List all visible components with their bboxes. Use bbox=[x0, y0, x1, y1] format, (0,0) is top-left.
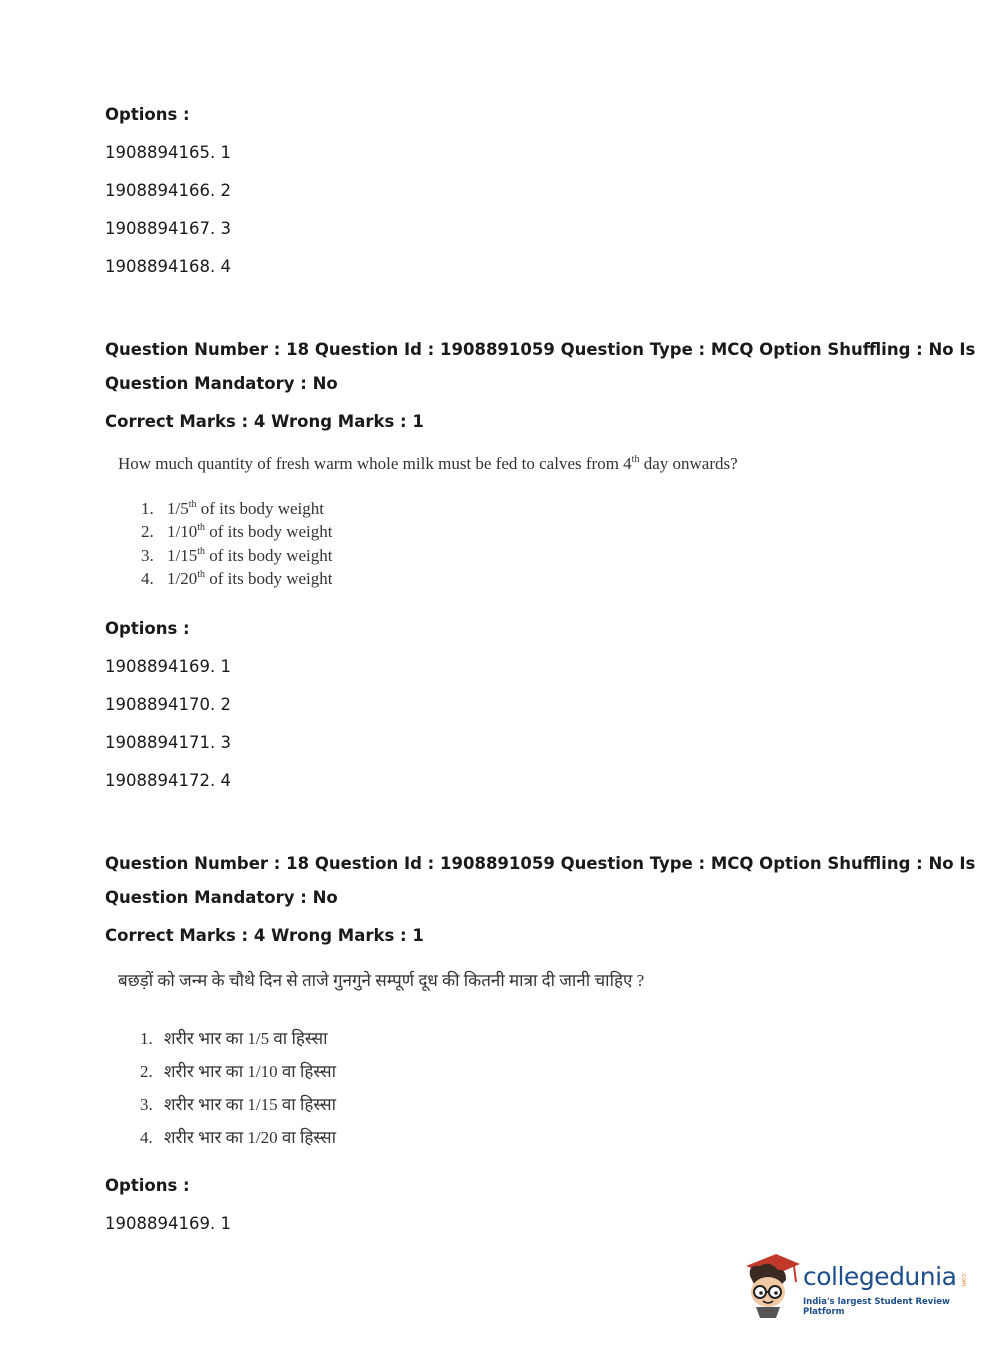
choice-item: 3. शरीर भार का 1/15 वा हिस्सा bbox=[140, 1095, 337, 1114]
option-item: 1908894167. 3 bbox=[105, 219, 231, 238]
logo-brand-text: collegedunia bbox=[803, 1262, 957, 1291]
choice-item: 2. शरीर भार का 1/10 वा हिस्सा bbox=[140, 1062, 337, 1081]
option-item: 1908894170. 2 bbox=[105, 695, 231, 714]
choice-item: 2. 1/10th of its body weight bbox=[141, 522, 333, 541]
question-marks: Correct Marks : 4 Wrong Marks : 1 bbox=[105, 412, 424, 431]
option-item: 1908894172. 4 bbox=[105, 771, 231, 790]
option-item: 1908894166. 2 bbox=[105, 181, 231, 200]
choice-item: 4. 1/20th of its body weight bbox=[141, 569, 333, 588]
question-mandatory: Question Mandatory : No bbox=[105, 888, 338, 907]
collegedunia-logo bbox=[742, 1250, 972, 1320]
question-mandatory: Question Mandatory : No bbox=[105, 374, 338, 393]
logo-com-text: .com bbox=[960, 1272, 967, 1287]
question-header: Question Number : 18 Question Id : 1908891059 Question Type : MCQ Option Shuffling : No Is bbox=[105, 854, 976, 873]
options-label: Options : bbox=[105, 619, 190, 638]
choice-item: 4. शरीर भार का 1/20 वा हिस्सा bbox=[140, 1128, 337, 1147]
question-marks: Correct Marks : 4 Wrong Marks : 1 bbox=[105, 926, 424, 945]
choice-item: 1. 1/5th of its body weight bbox=[141, 499, 325, 518]
question-header: Question Number : 18 Question Id : 1908891059 Question Type : MCQ Option Shuffling : No Is bbox=[105, 340, 976, 359]
option-item: 1908894171. 3 bbox=[105, 733, 231, 752]
question-text: How much quantity of fresh warm whole milk must be fed to calves from 4th day onwards? bbox=[118, 454, 738, 473]
option-item: 1908894165. 1 bbox=[105, 143, 231, 162]
logo-tagline: India's largest Student Review Platform bbox=[803, 1297, 950, 1317]
mascot-icon bbox=[742, 1250, 802, 1320]
options-label: Options : bbox=[105, 105, 190, 124]
option-item: 1908894169. 1 bbox=[105, 1214, 231, 1233]
option-item: 1908894169. 1 bbox=[105, 657, 231, 676]
option-item: 1908894168. 4 bbox=[105, 257, 231, 276]
question-text-hindi: बछड़ों को जन्म के चौथे दिन से ताजे गुनगुने सम्पूर्ण दूध की कितनी मात्रा दी जानी चाहिए ? bbox=[118, 971, 645, 990]
choice-item: 3. 1/15th of its body weight bbox=[141, 546, 333, 565]
options-label: Options : bbox=[105, 1176, 190, 1195]
choice-item: 1. शरीर भार का 1/5 वा हिस्सा bbox=[140, 1029, 328, 1048]
